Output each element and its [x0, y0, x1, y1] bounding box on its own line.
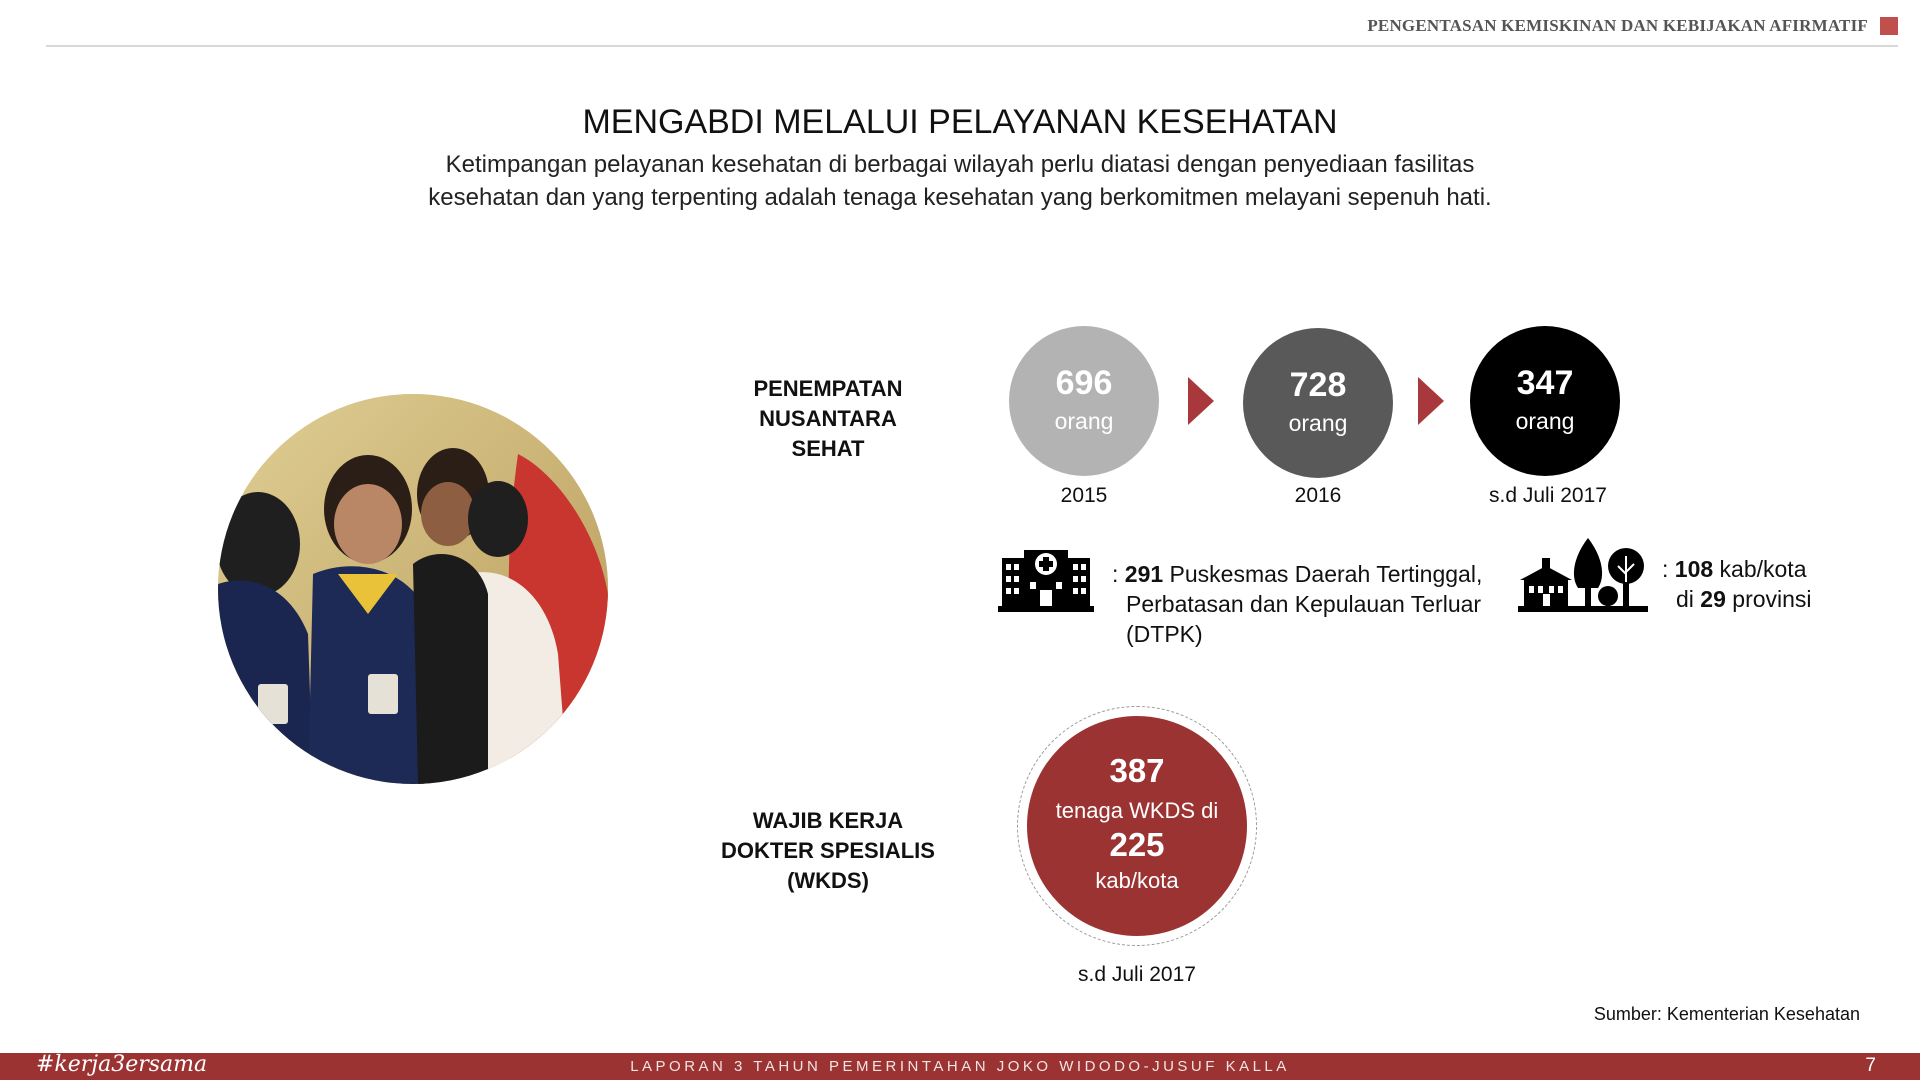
info-prefix: : [1662, 556, 1675, 582]
kab-count: 108 [1674, 556, 1714, 582]
info-prefix: : [1112, 561, 1125, 587]
puskesmas-count: 291 [1124, 561, 1164, 587]
stat-unit: orang [1288, 410, 1348, 436]
stat-unit: orang [1515, 408, 1575, 434]
page-title: MENGABDI MELALUI PELAYANAN KESEHATAN [582, 103, 1338, 141]
arrow-right-icon [1188, 377, 1214, 425]
info-text: (DTPK) [1126, 621, 1203, 647]
stat-period-2015: 2015 [1060, 484, 1108, 507]
info-text: kab/kota [1713, 556, 1807, 582]
section-header-title: PENGENTASAN KEMISKINAN DAN KEBIJAKAN AFIRMATIF [1367, 16, 1868, 35]
wkds-label [700, 806, 956, 896]
wkds-kab-text: kab/kota [1095, 868, 1179, 893]
header-accent-square [1880, 17, 1898, 35]
nusantara-sehat-label [723, 374, 933, 464]
stat-circle-2016 [1243, 328, 1393, 478]
label-line: DOKTER SPESIALIS [721, 838, 935, 863]
stat-period-2017: s.d Juli 2017 [1489, 484, 1607, 507]
puskesmas-info [1112, 559, 1492, 649]
prov-count: 29 [1700, 586, 1726, 612]
students-group-photo [218, 394, 608, 784]
label-line: (WKDS) [787, 868, 869, 893]
label-line: SEHAT [791, 436, 865, 461]
stat-value: 347 [1516, 364, 1574, 402]
source-note: Sumber: Kementerian Kesehatan [1593, 1004, 1860, 1024]
stat-circle-2017 [1470, 326, 1620, 476]
wkds-stat-circle [1027, 716, 1247, 936]
footer-hashtag: #kerja3ersama [36, 1052, 208, 1077]
stat-value: 696 [1055, 364, 1113, 402]
coverage-info [1662, 554, 1862, 614]
stat-unit: orang [1054, 408, 1114, 434]
wkds-text: tenaga WKDS di [1055, 798, 1219, 823]
hospital-icon [998, 544, 1094, 612]
label-line: WAJIB KERJA [752, 808, 904, 833]
header-divider [46, 45, 1898, 47]
stat-circle-2015 [1009, 326, 1159, 476]
footer-report-title: LAPORAN 3 TAHUN PEMERINTAHAN JOKO WIDODO-JUSUF KALLA [630, 1058, 1290, 1075]
photo-illustration [218, 394, 608, 784]
stat-period-2016: 2016 [1294, 484, 1342, 507]
info-text: provinsi [1725, 586, 1812, 612]
village-icon [1518, 536, 1648, 612]
arrow-right-icon [1418, 377, 1444, 425]
wkds-kab-value: 225 [1109, 826, 1165, 863]
page-subtitle: Ketimpangan pelayanan kesehatan di berbagai wilayah perlu diatasi dengan penyediaan fasilitas kesehatan dan yang terpenting adalah tenaga kesehatan yang berkomitmen melayani sepenuh hati. [428, 151, 1492, 211]
wkds-value: 387 [1109, 752, 1165, 789]
label-line: PENEMPATAN [753, 376, 903, 401]
info-text: Puskesmas Daerah Tertinggal, [1163, 561, 1483, 587]
label-line: NUSANTARA [759, 406, 897, 431]
info-text: Perbatasan dan Kepulauan Terluar [1126, 591, 1482, 617]
wkds-period: s.d Juli 2017 [1078, 963, 1196, 986]
info-text: di [1676, 586, 1701, 612]
stat-value: 728 [1289, 366, 1347, 404]
page-number: 7 [1865, 1055, 1876, 1076]
